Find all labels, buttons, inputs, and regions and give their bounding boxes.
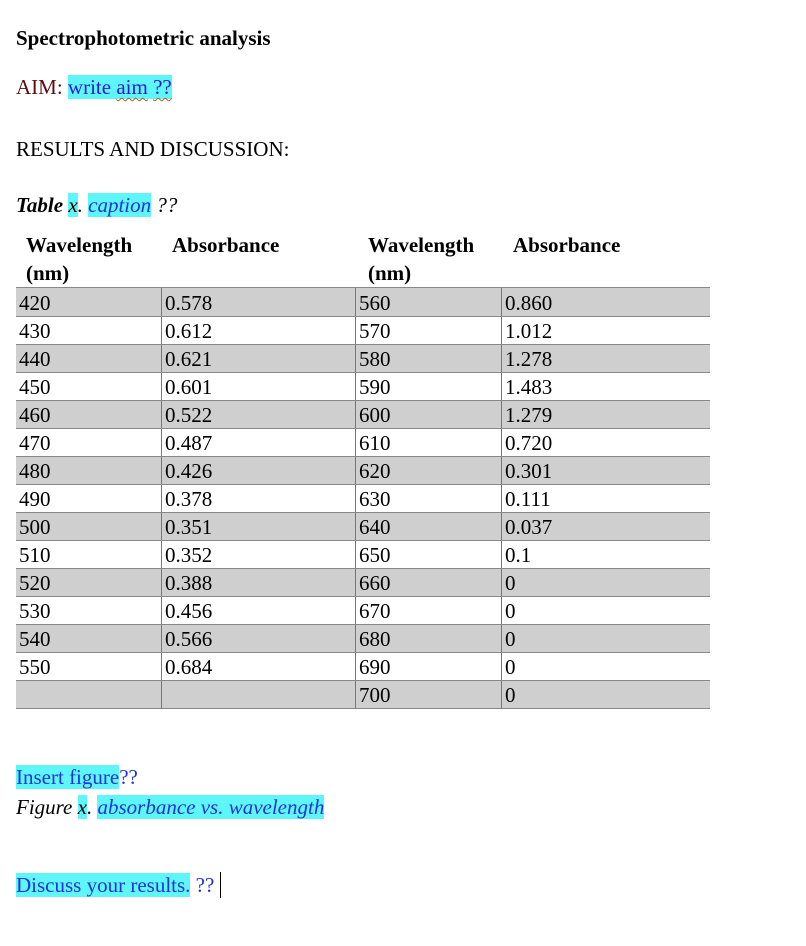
table-cell[interactable]: 580	[355, 344, 501, 372]
table-cell[interactable]	[16, 680, 161, 708]
table-cell[interactable]: 0.351	[161, 512, 355, 540]
aim-placeholder-word2: aim	[116, 75, 148, 99]
table-cell[interactable]: 490	[19, 487, 51, 511]
table-cell[interactable]: 0.388	[161, 568, 355, 596]
table-cell[interactable]: 690	[355, 652, 501, 680]
table-cell[interactable]: 0.456	[161, 596, 355, 624]
table-row	[16, 344, 710, 372]
table-cell[interactable]: 550	[19, 655, 51, 679]
table-cell[interactable]: 0.1	[501, 540, 710, 568]
table-rule	[16, 400, 710, 401]
table-row	[16, 568, 710, 596]
table-rule	[16, 708, 710, 709]
table-cell[interactable]: 570	[355, 316, 501, 344]
table-row	[16, 512, 710, 540]
table-cell[interactable]: 620	[355, 456, 501, 484]
table-cell[interactable]: 610	[355, 428, 501, 456]
table-caption-marks: ??	[156, 193, 178, 217]
figure-caption-number: x	[77, 795, 87, 819]
table-caption[interactable]	[16, 193, 177, 218]
table-cell[interactable]: 0.487	[161, 428, 355, 456]
table-cell[interactable]: 450	[19, 375, 51, 399]
table-cell[interactable]: 1.483	[501, 372, 710, 400]
table-cell[interactable]: 0.352	[161, 540, 355, 568]
table-cell[interactable]: 590	[355, 372, 501, 400]
aim-placeholder-word1: write	[67, 75, 112, 99]
table-cell[interactable]: 510	[19, 543, 51, 567]
figure-caption-dot: .	[86, 795, 93, 819]
table-cell[interactable]: 470	[19, 431, 51, 455]
table-cell[interactable]: 0.621	[161, 344, 355, 372]
table-cell[interactable]: 530	[19, 599, 51, 623]
document-title: Spectrophotometric analysis	[16, 26, 271, 50]
table-row	[16, 428, 710, 456]
table-rule	[16, 316, 710, 317]
table-rule	[16, 624, 710, 625]
table-rule	[16, 484, 710, 485]
table-cell[interactable]: 540	[19, 627, 51, 651]
table-cell[interactable]: 0.111	[501, 484, 710, 512]
text-cursor	[220, 872, 221, 898]
table-row	[16, 652, 710, 680]
table-cell[interactable]: 0.612	[161, 316, 355, 344]
insert-figure-placeholder[interactable]	[16, 765, 138, 790]
discuss-paragraph[interactable]	[16, 872, 221, 898]
discuss-marks: ??	[195, 873, 215, 897]
table-cell[interactable]: 0.860	[501, 288, 710, 316]
header-absorbance-2: Absorbance	[513, 233, 621, 257]
table-cell[interactable]: 0.601	[161, 372, 355, 400]
table-caption-label: Table	[16, 193, 64, 217]
table-cell[interactable]: 1.012	[501, 316, 710, 344]
table-row	[16, 540, 710, 568]
table-rule	[16, 512, 710, 513]
table-caption-number: x	[68, 193, 78, 217]
table-row	[16, 680, 710, 708]
table-cell[interactable]: 0.378	[161, 484, 355, 512]
results-heading: RESULTS AND DISCUSSION:	[16, 137, 290, 161]
table-row	[16, 372, 710, 400]
table-cell[interactable]: 0.578	[161, 288, 355, 316]
table-caption-dot: .	[77, 193, 83, 217]
table-cell[interactable]: 0.522	[161, 400, 355, 428]
table-cell[interactable]: 430	[19, 319, 51, 343]
table-rule	[16, 652, 710, 653]
figure-caption-label: Figure	[16, 795, 73, 819]
table-cell[interactable]: 630	[355, 484, 501, 512]
header-wavelength-1: Wavelength (nm)	[26, 233, 133, 285]
table-cell[interactable]: 0	[501, 596, 710, 624]
table-rule	[16, 372, 710, 373]
table-row	[16, 288, 710, 316]
figure-caption[interactable]	[16, 795, 324, 820]
aim-paragraph[interactable]	[16, 75, 172, 100]
table-rule	[16, 568, 710, 569]
table-rule	[16, 344, 710, 345]
table-row	[16, 400, 710, 428]
table-cell[interactable]: 520	[19, 571, 51, 595]
table-cell[interactable]: 480	[19, 459, 51, 483]
table-cell[interactable]: 440	[19, 347, 51, 371]
header-wavelength-2: Wavelength (nm)	[368, 233, 475, 285]
table-cell[interactable]: 680	[355, 624, 501, 652]
table-rule	[16, 596, 710, 597]
table-cell[interactable]: 660	[355, 568, 501, 596]
table-cell[interactable]	[161, 680, 355, 708]
table-cell[interactable]: 0.426	[161, 456, 355, 484]
table-cell[interactable]: 1.279	[501, 400, 710, 428]
discuss-text: Discuss your results.	[16, 873, 191, 897]
table-rule	[16, 680, 710, 681]
table-cell[interactable]: 420	[19, 291, 51, 315]
table-cell[interactable]: 460	[19, 403, 51, 427]
aim-placeholder-marks: ??	[153, 75, 172, 99]
table-cell[interactable]: 0.684	[161, 652, 355, 680]
table-cell[interactable]: 0.566	[161, 624, 355, 652]
figure-caption-text: absorbance vs. wavelength	[97, 795, 325, 819]
aim-label: AIM:	[16, 75, 63, 99]
table-row	[16, 624, 710, 652]
table-cell[interactable]: 700	[355, 680, 501, 708]
aim-placeholder[interactable]	[68, 75, 172, 99]
table-cell[interactable]: 0	[501, 568, 710, 596]
table-row	[16, 456, 710, 484]
table-cell[interactable]: 640	[355, 512, 501, 540]
table-cell[interactable]: 560	[355, 288, 501, 316]
table-cell[interactable]: 0	[501, 680, 710, 708]
table-rule	[16, 428, 710, 429]
table-caption-text: caption	[88, 193, 152, 217]
table-cell[interactable]: 0.037	[501, 512, 710, 540]
table-row	[16, 484, 710, 512]
table-cell[interactable]: 650	[355, 540, 501, 568]
table-rule	[16, 287, 710, 288]
table-row	[16, 596, 710, 624]
table-body	[16, 288, 710, 708]
table-cell[interactable]: 0	[501, 652, 710, 680]
table-cell[interactable]: 0.301	[501, 456, 710, 484]
table-cell[interactable]: 0.720	[501, 428, 710, 456]
table-rule	[16, 540, 710, 541]
header-absorbance-1: Absorbance	[172, 233, 280, 257]
table-rule	[16, 456, 710, 457]
insert-figure-text: Insert figure	[16, 765, 120, 789]
table-cell[interactable]: 600	[355, 400, 501, 428]
insert-figure-marks: ??	[119, 765, 138, 789]
table-cell[interactable]: 670	[355, 596, 501, 624]
table-row	[16, 316, 710, 344]
table-cell[interactable]: 500	[19, 515, 51, 539]
table-cell[interactable]: 1.278	[501, 344, 710, 372]
table-cell[interactable]: 0	[501, 624, 710, 652]
